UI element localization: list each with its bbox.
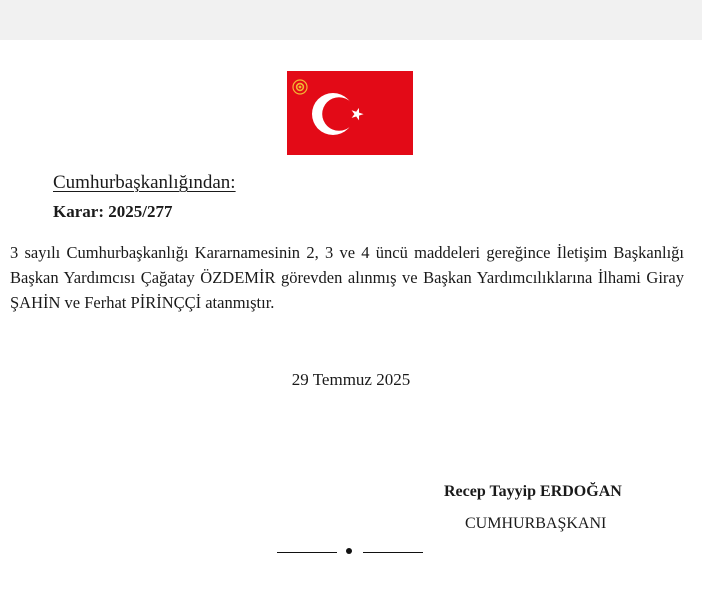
issuing-authority-heading: Cumhurbaşkanlığından: (53, 172, 236, 193)
flag-icon (287, 71, 413, 155)
end-rule-dot (346, 548, 352, 554)
signer-title: CUMHURBAŞKANI (465, 515, 607, 532)
decision-number: Karar: 2025/277 (53, 202, 173, 221)
end-rule-left (277, 552, 337, 553)
top-bar (0, 0, 702, 40)
flag-emblem (287, 71, 413, 155)
decision-date: 29 Temmuz 2025 (291, 370, 411, 389)
decision-body-text: 3 sayılı Cumhurbaşkanlığı Kararnamesinin 2, 3 ve 4 üncü maddeleri gereğince İletişim Başkanlığı Başkan Yardımcısı Çağatay ÖZDEMİR görevden alınmış ve Başkan Yardımcılıklarına İlhami Giray ŞAHİN ve Ferhat PİRİNÇÇİ atanmıştır. (10, 243, 684, 312)
end-rule-right (363, 552, 423, 553)
signer-name: Recep Tayyip ERDOĞAN (444, 483, 622, 500)
